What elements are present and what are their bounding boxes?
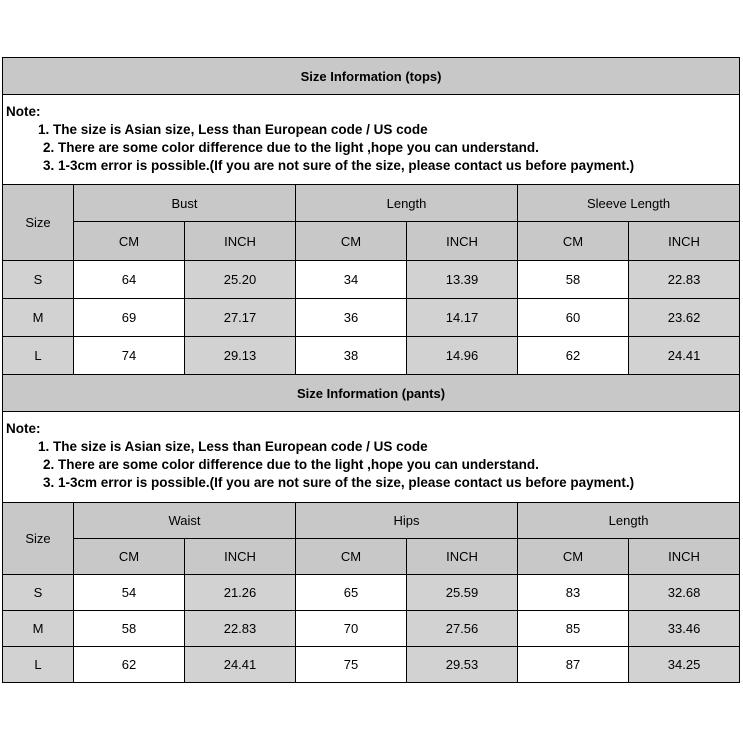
value-cell: 25.20 (185, 261, 296, 299)
value-cell: 21.26 (185, 575, 296, 611)
value-cell: 65 (296, 575, 407, 611)
value-cell: 36 (296, 299, 407, 337)
value-cell: 22.83 (185, 611, 296, 647)
pants-title: Size Information (pants) (3, 375, 740, 412)
tops-notes (3, 95, 740, 185)
size-cell: L (3, 647, 74, 683)
value-cell: 62 (518, 337, 629, 375)
size-cell: L (3, 337, 74, 375)
value-cell: 13.39 (407, 261, 518, 299)
size-chart-sheet (2, 57, 739, 683)
pants-unit-header: INCH (629, 539, 740, 575)
tops-unit-header: CM (518, 222, 629, 261)
tops-unit-header: CM (296, 222, 407, 261)
pants-unit-header: CM (296, 539, 407, 575)
tops-size-header: Size (3, 185, 74, 261)
value-cell: 69 (74, 299, 185, 337)
tops-unit-header: INCH (185, 222, 296, 261)
tops-title: Size Information (tops) (3, 58, 740, 95)
pants-unit-header: CM (74, 539, 185, 575)
table-row (3, 299, 740, 337)
value-cell: 62 (74, 647, 185, 683)
value-cell: 34.25 (629, 647, 740, 683)
tops-note-label: Note: (6, 104, 41, 119)
value-cell: 25.59 (407, 575, 518, 611)
table-row (3, 261, 740, 299)
pants-group-hips: Hips (296, 503, 518, 539)
value-cell: 54 (74, 575, 185, 611)
tops-note-2: 2. There are some color difference due to the light ,hope you can understand. (43, 140, 539, 155)
pants-note-3: 3. 1-3cm error is possible.(If you are not sure of the size, please contact us before payment.) (43, 475, 635, 490)
value-cell: 29.13 (185, 337, 296, 375)
value-cell: 14.17 (407, 299, 518, 337)
value-cell: 32.68 (629, 575, 740, 611)
tops-group-bust: Bust (74, 185, 296, 222)
value-cell: 85 (518, 611, 629, 647)
tops-group-length: Length (296, 185, 518, 222)
value-cell: 74 (74, 337, 185, 375)
tops-unit-header: CM (74, 222, 185, 261)
pants-size-header: Size (3, 503, 74, 575)
table-row (3, 611, 740, 647)
value-cell: 29.53 (407, 647, 518, 683)
size-cell: S (3, 575, 74, 611)
value-cell: 58 (74, 611, 185, 647)
value-cell: 87 (518, 647, 629, 683)
table-row (3, 647, 740, 683)
size-chart-table (2, 57, 740, 683)
pants-group-waist: Waist (74, 503, 296, 539)
value-cell: 14.96 (407, 337, 518, 375)
pants-notes (3, 412, 740, 503)
table-row (3, 575, 740, 611)
value-cell: 75 (296, 647, 407, 683)
tops-note-3: 3. 1-3cm error is possible.(If you are not sure of the size, please contact us before payment.) (43, 158, 635, 173)
pants-unit-header: INCH (185, 539, 296, 575)
pants-note-label: Note: (6, 421, 41, 436)
table-row (3, 337, 740, 375)
value-cell: 24.41 (185, 647, 296, 683)
size-cell: S (3, 261, 74, 299)
value-cell: 38 (296, 337, 407, 375)
tops-unit-header: INCH (629, 222, 740, 261)
tops-unit-header: INCH (407, 222, 518, 261)
value-cell: 33.46 (629, 611, 740, 647)
pants-note-2: 2. There are some color difference due to the light ,hope you can understand. (43, 457, 539, 472)
size-cell: M (3, 611, 74, 647)
pants-group-length: Length (518, 503, 740, 539)
pants-note-1: 1. The size is Asian size, Less than European code / US code (38, 439, 428, 454)
value-cell: 70 (296, 611, 407, 647)
size-cell: M (3, 299, 74, 337)
value-cell: 27.56 (407, 611, 518, 647)
pants-unit-header: CM (518, 539, 629, 575)
value-cell: 83 (518, 575, 629, 611)
value-cell: 58 (518, 261, 629, 299)
pants-unit-header: INCH (407, 539, 518, 575)
value-cell: 24.41 (629, 337, 740, 375)
tops-note-1: 1. The size is Asian size, Less than European code / US code (38, 122, 428, 137)
tops-group-sleeve-length: Sleeve Length (518, 185, 740, 222)
value-cell: 23.62 (629, 299, 740, 337)
value-cell: 34 (296, 261, 407, 299)
value-cell: 60 (518, 299, 629, 337)
value-cell: 27.17 (185, 299, 296, 337)
value-cell: 64 (74, 261, 185, 299)
value-cell: 22.83 (629, 261, 740, 299)
